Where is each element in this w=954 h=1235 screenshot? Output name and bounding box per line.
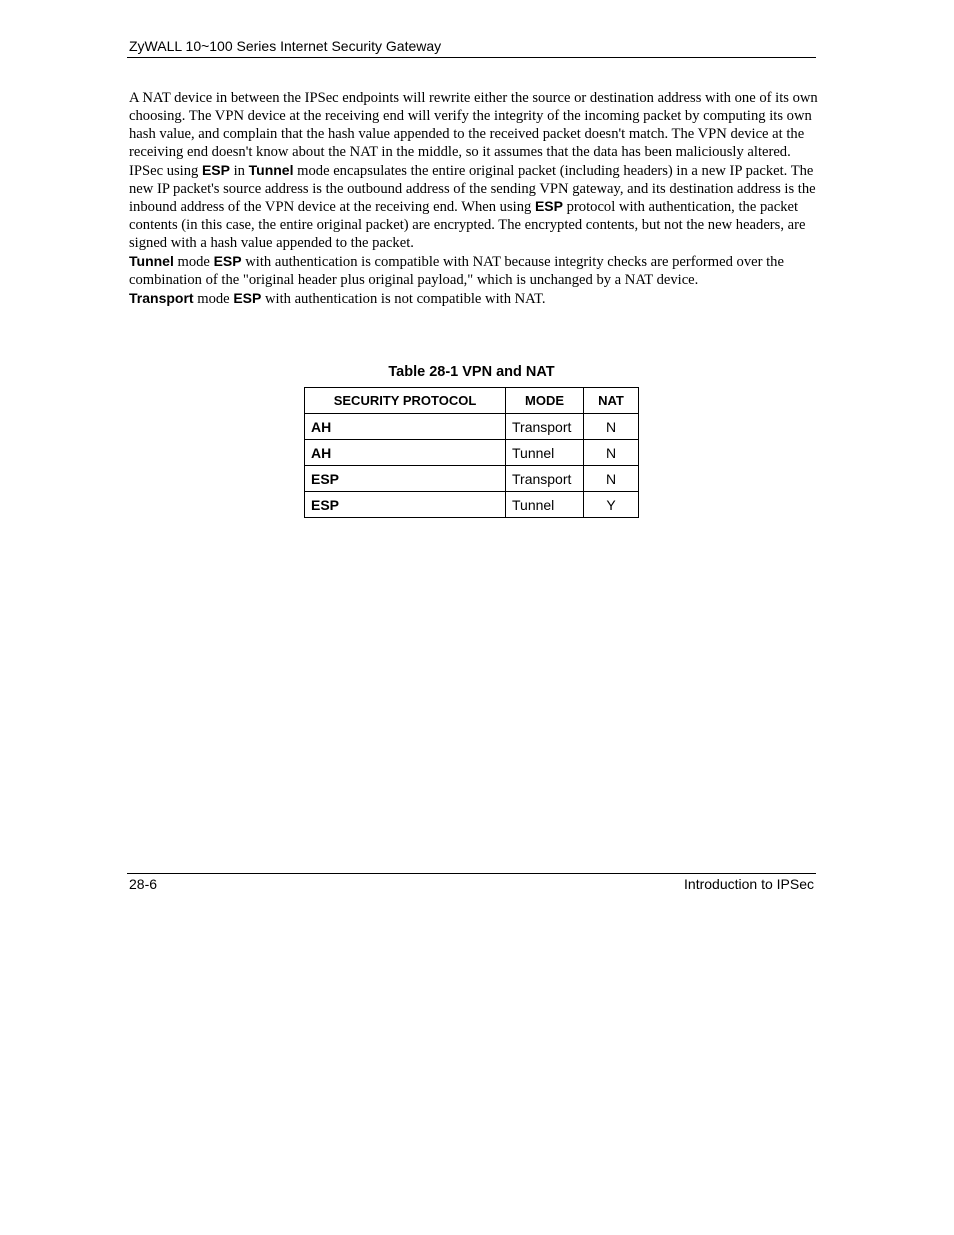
bold-term: ESP (201, 161, 230, 178)
table-row (305, 414, 639, 440)
paragraph-nat-rewrite: A NAT device in between the IPSec endpoints will rewrite either the source or destination address with one of its own choosing. The VPN device at the receiving end will verify the integrity of the incoming packet by computing its own hash value, and complain that the hash value appended to the received packet doesn't match. The VPN device at the receiving end doesn't know about the NAT in the middle, so it assumes that the data has been maliciously altered. (129, 90, 818, 160)
column-header-nat: NAT (584, 388, 639, 414)
table-row (305, 492, 639, 518)
cell-nat: N (584, 440, 639, 466)
paragraph-transport-incompatible (129, 290, 819, 309)
cell-nat: N (584, 414, 639, 440)
header-rule (127, 57, 816, 58)
paragraph-esp-tunnel (129, 162, 819, 254)
cell-mode: Transport (506, 466, 584, 492)
cell-protocol: AH (305, 414, 506, 440)
bold-term: ESP (534, 198, 563, 215)
cell-protocol: ESP (305, 466, 506, 492)
table-row (305, 466, 639, 492)
bold-term: Tunnel (248, 161, 294, 178)
cell-protocol: ESP (305, 492, 506, 518)
vpn-nat-table (304, 387, 639, 518)
table-caption: Table 28-1 VPN and NAT (388, 364, 555, 380)
text-run: IPSec using (129, 162, 202, 179)
bold-term: ESP (233, 289, 262, 306)
cell-protocol: AH (305, 440, 506, 466)
bold-term: Tunnel (129, 253, 174, 270)
column-header-mode: MODE (506, 388, 584, 414)
bold-term: Transport (129, 289, 194, 306)
running-header: ZyWALL 10~100 Series Internet Security Gateway (129, 38, 442, 54)
cell-nat: Y (584, 492, 639, 518)
cell-mode: Transport (506, 414, 584, 440)
text-run: mode (193, 290, 234, 307)
cell-mode: Tunnel (506, 440, 584, 466)
page-number: 28-6 (129, 876, 158, 892)
text-run: in (229, 162, 249, 179)
text-run: with authentication is not compatible with NAT. (261, 290, 546, 307)
paragraph-tunnel-compatible (129, 253, 819, 290)
text-run: mode (173, 254, 214, 271)
text-run: protocol with authentication, the packet contents (in this case, the entire original packet) are encrypted. The encrypted contents, but not the new headers, are signed with a hash value appended to the packet. (129, 199, 806, 252)
cell-mode: Tunnel (506, 492, 584, 518)
column-header-protocol: SECURITY PROTOCOL (305, 388, 506, 414)
cell-nat: N (584, 466, 639, 492)
body-text (129, 90, 819, 309)
text-run: with authentication is compatible with NAT because integrity checks are performed over the combination of the "original header plus original payload," which is unchanged by a NAT device. (129, 254, 784, 289)
bold-term: ESP (213, 253, 242, 270)
table-row (305, 440, 639, 466)
table-header-row (305, 388, 639, 414)
text-run: mode encapsulates the entire original packet (including headers) in a new IP packet. The new IP packet's source address is the outbound address of the sending VPN gateway, and its destination address is the inbound address of the VPN device at the receiving end. When using (129, 162, 816, 216)
section-title: Introduction to IPSec (684, 876, 814, 892)
